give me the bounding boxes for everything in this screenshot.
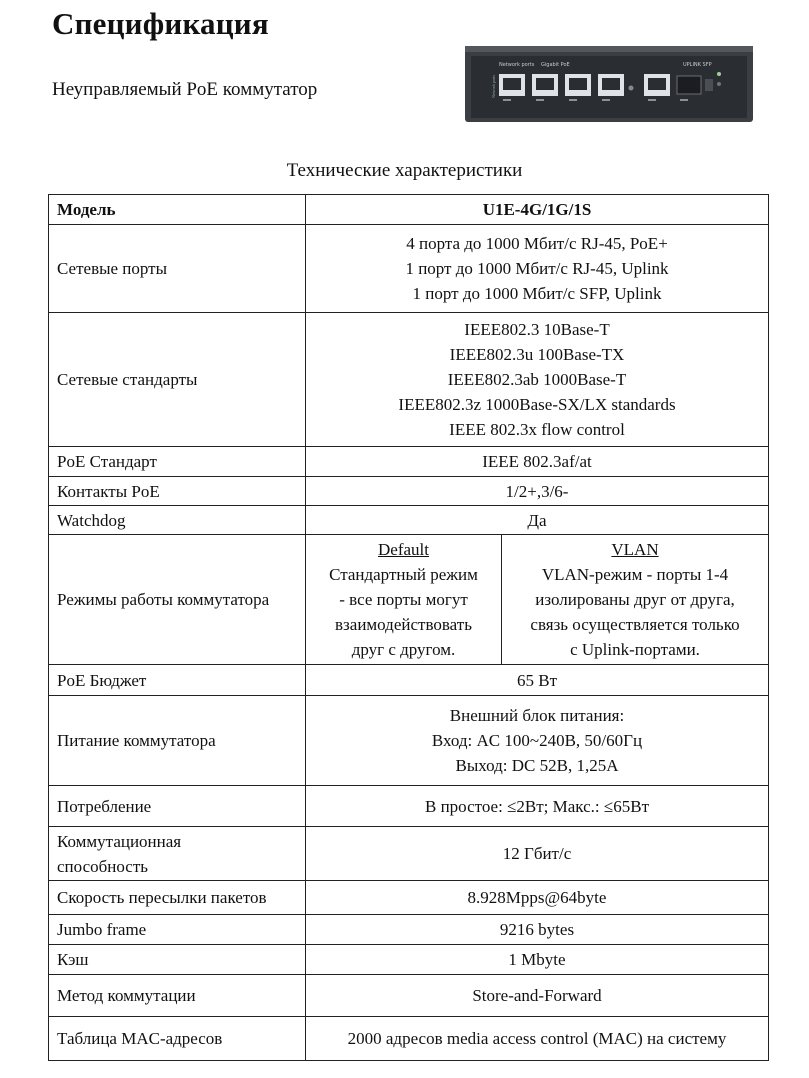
- device-label-network-ports: Network ports: [499, 62, 535, 68]
- power-label: Питание коммутатора: [49, 696, 306, 786]
- modes-label: Режимы работы коммутатора: [49, 535, 306, 665]
- watchdog-value: Да: [306, 506, 769, 535]
- model-label: Модель: [49, 195, 306, 225]
- page-title: Спецификация: [52, 6, 269, 41]
- consumption-label: Потребление: [49, 786, 306, 827]
- svg-text:Network ports: Network ports: [491, 75, 496, 98]
- network-ports-value: 4 порта до 1000 Мбит/с RJ-45, PoE+ 1 порт до 1000 Мбит/с RJ-45, Uplink 1 порт до 1000 Мбит/с SFP, Uplink: [306, 225, 769, 313]
- forwarding-rate-value: 8.928Mpps@64byte: [306, 881, 769, 915]
- jumbo-frame-label: Jumbo frame: [49, 915, 306, 945]
- forwarding-rate-label: Скорость пересылки пакетов: [49, 881, 306, 915]
- table-caption: Технические характеристики: [286, 160, 523, 181]
- table-row: [49, 195, 769, 225]
- power-value: Внешний блок питания: Вход: AC 100~240В, 50/60Гц Выход: DC 52В, 1,25A: [306, 696, 769, 786]
- table-row: [49, 945, 769, 975]
- poe-contacts-label: Контакты PoE: [49, 477, 306, 506]
- model-value: U1E-4G/1G/1S: [306, 195, 769, 225]
- table-row: [49, 827, 769, 881]
- mac-table-label: Таблица MAC-адресов: [49, 1017, 306, 1061]
- product-subtitle: Неуправляемый PoE коммутатор: [52, 79, 318, 100]
- cache-value: 1 Mbyte: [306, 945, 769, 975]
- poe-standard-value: IEEE 802.3af/at: [306, 447, 769, 477]
- mode-default-title: Default: [378, 540, 429, 559]
- consumption-value: В простое: ≤2Вт; Макс.: ≤65Вт: [306, 786, 769, 827]
- table-row: [49, 313, 769, 447]
- sfp-port: [677, 76, 701, 94]
- device-label-gigabit-poe: Gigabit PoE: [541, 62, 570, 68]
- mode-vlan: VLAN VLAN-режим - порты 1-4 изолированы друг от друга, связь осуществляется только с Uplink-портами.: [502, 535, 769, 665]
- table-row: [49, 506, 769, 535]
- table-row: [49, 225, 769, 313]
- table-row: [49, 477, 769, 506]
- mode-default: Default Стандартный режим - все порты могут взаимодействовать друг с другом.: [306, 535, 502, 665]
- poe-budget-value: 65 Вт: [306, 665, 769, 696]
- spec-table: [48, 194, 769, 1061]
- poe-standard-label: PoE Стандарт: [49, 447, 306, 477]
- jumbo-frame-value: 9216 bytes: [306, 915, 769, 945]
- table-row: [49, 915, 769, 945]
- watchdog-label: Watchdog: [49, 506, 306, 535]
- table-row: [49, 975, 769, 1017]
- table-row: [49, 665, 769, 696]
- network-ports-label: Сетевые порты: [49, 225, 306, 313]
- table-row: [49, 786, 769, 827]
- table-row: [49, 447, 769, 477]
- table-row: [49, 1017, 769, 1061]
- network-standards-label: Сетевые стандарты: [49, 313, 306, 447]
- cache-label: Кэш: [49, 945, 306, 975]
- network-standards-value: IEEE802.3 10Base-T IEEE802.3u 100Base-TX IEEE802.3ab 1000Base-T IEEE802.3z 1000Base-SX/LX standards IEEE 802.3x flow control: [306, 313, 769, 447]
- mac-table-value: 2000 адресов media access control (MAC) на систему: [306, 1017, 769, 1061]
- switch-device-image: [465, 44, 753, 124]
- switching-method-label: Метод коммутации: [49, 975, 306, 1017]
- poe-budget-label: PoE Бюджет: [49, 665, 306, 696]
- mode-vlan-title: VLAN: [611, 540, 659, 559]
- poe-contacts-value: 1/2+,3/6-: [306, 477, 769, 506]
- table-row: [49, 696, 769, 786]
- switching-capacity-label: Коммутационная способность: [49, 827, 306, 881]
- switching-capacity-value: 12 Гбит/с: [306, 827, 769, 881]
- switching-method-value: Store-and-Forward: [306, 975, 769, 1017]
- device-label-uplink-sfp: UPLINK SFP: [683, 62, 712, 68]
- table-row: [49, 535, 769, 665]
- table-row: [49, 881, 769, 915]
